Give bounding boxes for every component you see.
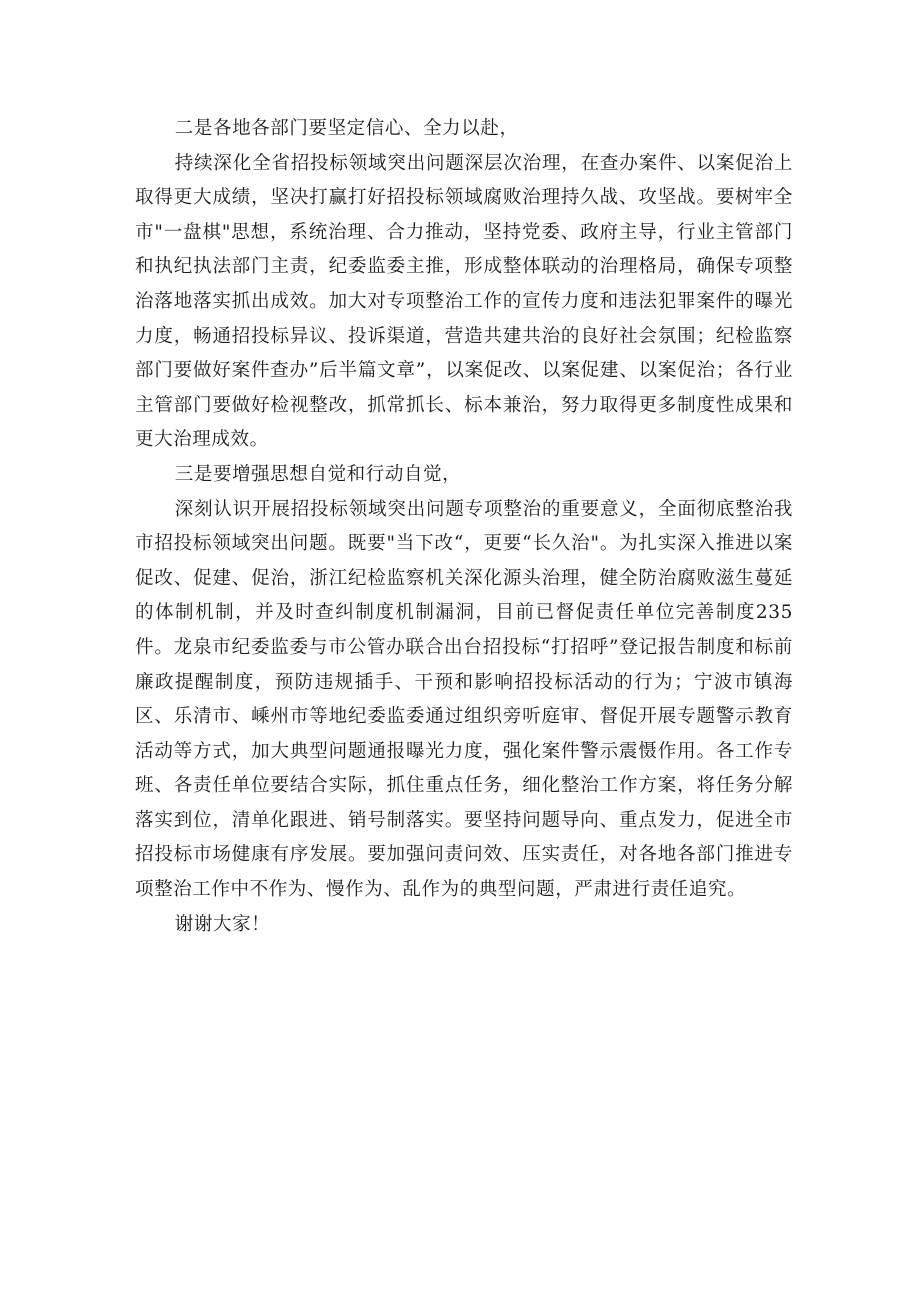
paragraph-point-three-heading: 三是要增强思想自觉和行动自觉， — [174, 463, 462, 485]
paragraph-point-two-heading: 二是各地各部门要坚定信心、全力以赴， — [174, 118, 519, 139]
paragraph-closing: 谢谢大家！ — [174, 913, 271, 935]
document-body — [135, 112, 793, 942]
paragraph-point-three-body: 深刻认识开展招投标领域突出问题专项整治的重要意义，全面彻底整治我市招投标领域突出问题。既要"当下改“，更要“长久治"。为扎实深入推进以案促改、促建、促治，浙江纪检监察机关深化源头治理，健全防治腐败滋生蔓延的体制机制，并及时查纠制度机制漏洞，目前已督促责任单位完善制度235件。龙泉市纪委监委与市公管办联合出台招投标“打招呼”登记报告制度和标前廉政提醒制度，预防违规插手、干预和影响招投标活动的行为；宁波市镇海区、乐清市、嵊州市等地纪委监委通过组织旁听庭审、督促开展专题警示教育活动等方式，加大典型问题通报曝光力度，强化案件警示震慑作用。各工作专班、各责任单位要结合实际，抓住重点任务，细化整治工作方案，将任务分解落实到位，清单化跟进、销号制落实。要坚持问题导向、重点发力，促进全市招投标市场健康有序发展。要加强问责问效、压实责任，对各地各部门推进专项整治工作中不作为、慢作为、乱作为的典型问题，严肃进行责任追究。 — [135, 498, 793, 901]
paragraph-point-two-body: 持续深化全省招投标领域突出问题深层次治理，在查办案件、以案促治上取得更大成绩，坚决打赢打好招投标领域腐败治理持久战、攻坚战。要树牢全市"一盘棋"思想，系统治理、合力推动，坚持党委、政府主导，行业主管部门和执纪执法部门主责，纪委监委主推，形成整体联动的治理格局，确保专项整治落地落实抓出成效。加大对专项整治工作的宣传力度和违法犯罪案件的曝光力度，畅通招投标异议、投诉渠道，营造共建共治的良好社会氛围；纪检监察部门要做好案件查办”后半篇文章”，以案促改、以案促建、以案促治；各行业主管部门要做好检视整改，抓常抓长、标本兼治，努力取得更多制度性成果和更大治理成效。 — [135, 152, 793, 451]
